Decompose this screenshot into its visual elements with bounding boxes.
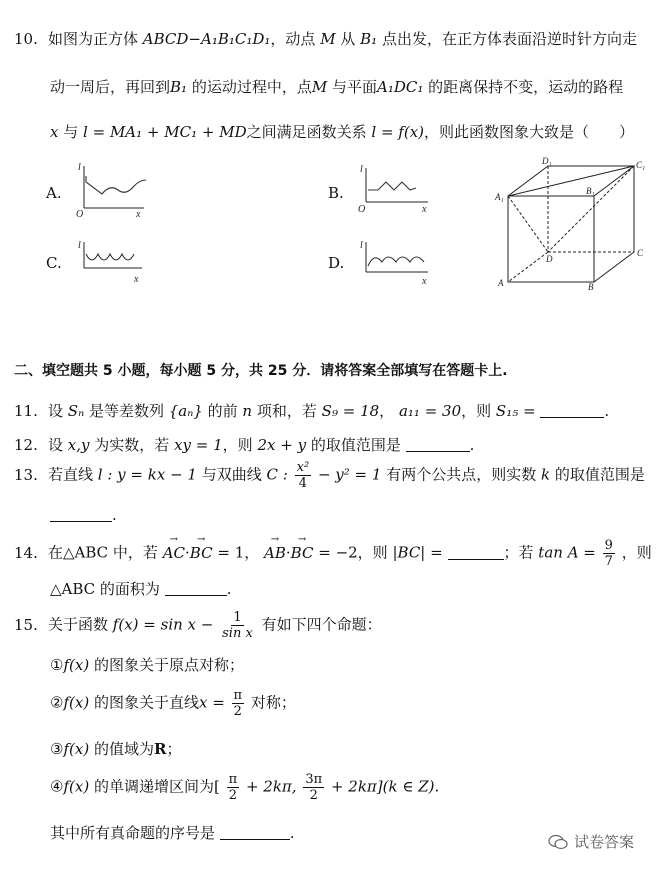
axis-x-label: x (422, 204, 427, 215)
axis-l-label: l (360, 164, 363, 175)
label-c: C (637, 248, 644, 258)
q14-line2: △ABC 的面积为 . (50, 580, 232, 598)
wechat-icon (548, 834, 568, 850)
cube-right-edge (594, 166, 634, 282)
answer-blank[interactable] (406, 437, 470, 452)
q13-line: 13. 若直线 l : y = kx − 1 与双曲线 C : $\frac{\text{x²}}{4}$ − y² = 1 有两个公共点，则实数 k 的取值范围是 (14, 460, 645, 491)
label-c1: C₁ (636, 160, 646, 170)
q15-last: 其中所有真命题的序号是 . (50, 824, 295, 842)
watermark-text: 试卷答案 (573, 833, 634, 851)
fraction: $\frac{3\pi}{2}$ (305, 772, 323, 803)
graph-option-a (72, 160, 152, 220)
curve-d (368, 257, 424, 266)
q15-line: 15. 关于函数 f(x) = sin x − $\frac{1}{\text{sin x}}$ 有如下四个命题： (14, 610, 382, 641)
question-number: 13. (14, 465, 38, 484)
answer-blank[interactable] (50, 507, 112, 522)
axis-x-label: x (136, 209, 141, 220)
label-b: B (588, 282, 594, 292)
q15-prop1: ①f(x) 的图象关于原点对称； (50, 656, 244, 674)
fraction: $\frac{\text{x²}}{4}$ (296, 460, 310, 491)
curve-b (368, 182, 416, 190)
question-number: 15. (14, 615, 38, 634)
origin-label: O (358, 204, 366, 215)
q13-line2: . (50, 506, 117, 524)
answer-blank[interactable] (540, 403, 604, 418)
option-b-label: B. (328, 184, 344, 202)
option-c-label: C. (46, 254, 62, 272)
q15-prop4: ④f(x) 的单调递增区间为[ $\frac{\pi}{2}$ + 2kπ, $\frac{3\pi}{2}$ + 2kπ](k ∈ Z). (50, 772, 440, 803)
q15-prop3: ③f(x) 的值域为R； (50, 740, 182, 758)
question-number: 12. (14, 436, 38, 454)
graph-option-b (356, 160, 436, 220)
fraction: $\frac{1}{\text{sin x}}$ (222, 610, 253, 641)
label-a: A (498, 278, 504, 288)
label-d: D (546, 254, 553, 264)
graph-option-d (356, 238, 436, 286)
section-title: 二、填空题共 5 小题，每小题 5 分，共 25 分．请将答案全部填写在答题卡上. (14, 363, 508, 379)
axis-l-label: l (360, 240, 363, 251)
axis-l-label: l (78, 162, 81, 173)
origin-label: O (76, 209, 84, 220)
label-d1: D₁ (542, 156, 552, 166)
answer-blank-1[interactable] (448, 545, 504, 560)
fraction: $\frac{9}{7}$ (604, 538, 613, 569)
question-number: 14. (14, 543, 38, 562)
axis-x-label: x (134, 274, 139, 285)
plane-edge-a1c1 (508, 166, 634, 196)
graph-option-c (72, 238, 152, 286)
q10-line3: x 与 l = MA₁ + MC₁ + MD之间满足函数关系 l = f(x)，则此函数图象大致是（ ） (50, 123, 635, 141)
answer-blank[interactable] (220, 825, 290, 840)
plane-edge-c1d (548, 166, 634, 252)
axis-l-label: l (78, 240, 81, 251)
hidden-edge-ad (508, 252, 548, 282)
question-number: 10. (14, 30, 38, 48)
axis-x-label: x (422, 276, 427, 287)
watermark (548, 831, 634, 852)
cube-figure (494, 156, 654, 292)
cube-front-face (508, 196, 594, 282)
fraction: $\frac{\pi}{2}$ (233, 688, 243, 719)
plane-edge-a1d (508, 196, 548, 252)
curve-c (86, 254, 134, 260)
q15-prop2: ②f(x) 的图象关于直线x = $\frac{\pi}{2}$ 对称； (50, 688, 296, 719)
answer-blank-2[interactable] (165, 581, 227, 596)
fraction: $\frac{\pi}{2}$ (228, 772, 238, 803)
label-b1: B₁ (586, 186, 595, 196)
question-number: 11. (14, 402, 38, 420)
q12-line: 12. 设 x,y 为实数，若 xy = 1，则 2x + y 的取值范围是 . (14, 436, 475, 454)
q14-line: 14. 在△ABC 中，若 → AC·→ BC = 1， → AB·→ BC = −2，则 |BC| = ；若 tan A = $\frac{9}{7}$ ，则 (14, 538, 652, 569)
option-d-label: D. (328, 254, 345, 272)
option-a-label: A. (46, 184, 62, 202)
curve-a (86, 176, 146, 194)
label-a1: A₁ (495, 192, 504, 202)
q11-line: 11. 设 Sₙ 是等差数列 {aₙ} 的前 n 项和，若 S₉ = 18， a₁₁ = 30，则 S₁₅ = . (14, 402, 610, 420)
q10-line2: 动一周后，再回到B₁ 的运动过程中，点M 与平面A₁DC₁ 的距离保持不变，运动的路程 (50, 78, 624, 96)
q10-line1: 10. 如图为正方体 ABCD−A₁B₁C₁D₁，动点 M 从 B₁ 点出发，在正方体表面沿逆时针方向走 (14, 30, 637, 48)
